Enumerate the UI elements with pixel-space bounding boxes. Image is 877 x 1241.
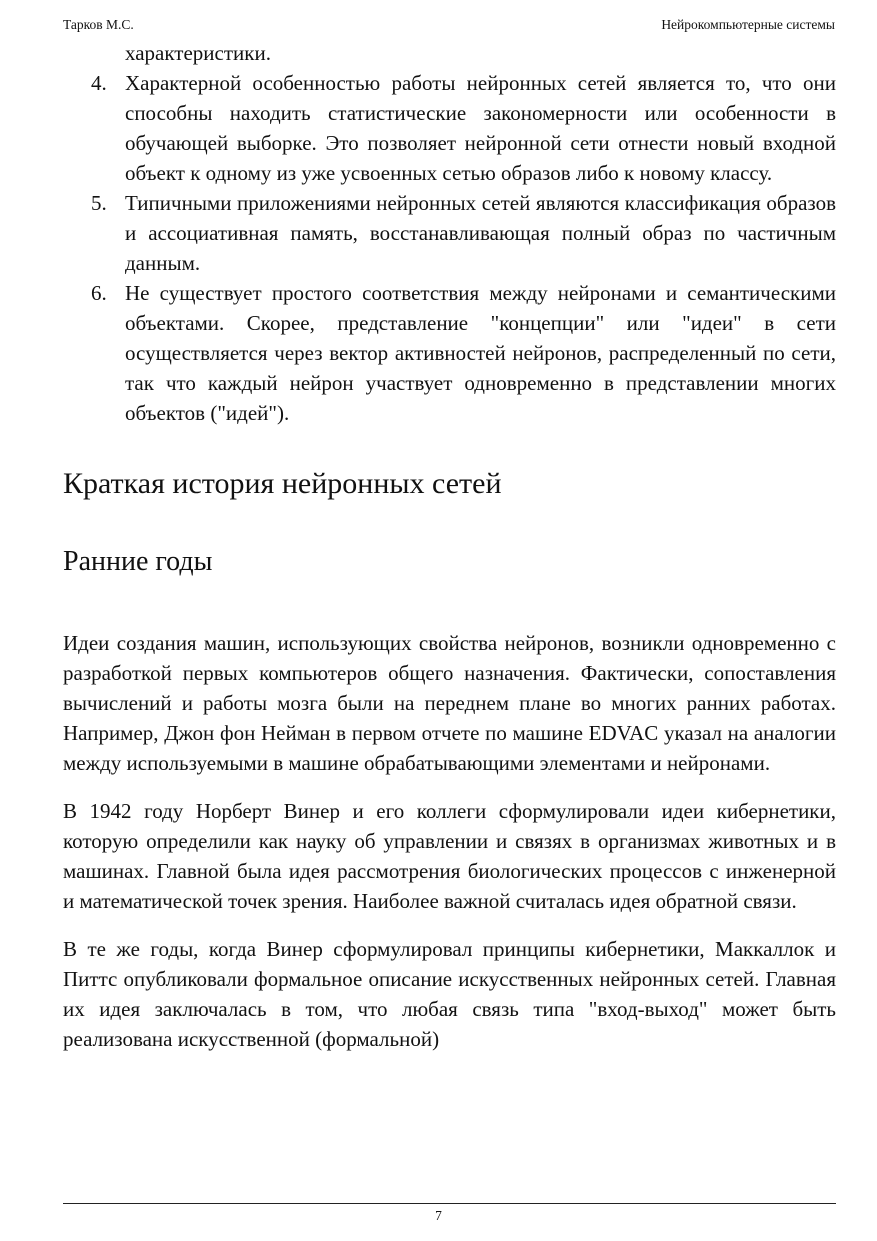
subsection-heading: Ранние годы <box>63 546 213 577</box>
paragraph: Идеи создания машин, использующих свойства нейронов, возникли одновременно с разработкой первых компьютеров общего назначения. Фактически, сопоставления вычислений и работы мозга были на переднем плане во многих ранних работах. Например, Джон фон Нейман в первом отчете по машине EDVAC указал на аналогии между используемыми в машине обрабатывающими элементами и нейронами. <box>63 631 836 775</box>
section-heading: Краткая история нейронных сетей <box>63 467 502 500</box>
list-item-number: 4. <box>91 71 107 95</box>
list-item-text: Не существует простого соответствия между нейронами и семантическими объектами. Скорее, представление "концепции" или "идеи" в сети осуществляется через вектор активностей нейронов, распределенный по сети, так что каждый нейрон участвует одновременно в представлении многих объектов ("идей"). <box>125 281 836 425</box>
list-item <box>63 188 836 278</box>
page-number: 7 <box>435 1208 442 1223</box>
list-item-number: 6. <box>91 281 107 305</box>
header-author: Тарков М.С. <box>63 17 134 32</box>
list-item-number: 5. <box>91 191 107 215</box>
page-header <box>63 16 835 34</box>
list-item <box>63 68 836 188</box>
numbered-list <box>63 68 836 428</box>
header-title: Нейрокомпьютерные системы <box>661 17 835 32</box>
continued-text: характеристики. <box>125 41 271 65</box>
list-item-text: Типичными приложениями нейронных сетей являются классификация образов и ассоциативная память, восстанавливающая полный образ по частичным данным. <box>125 191 836 275</box>
list-item <box>63 278 836 428</box>
paragraph: В те же годы, когда Винер сформулировал принципы кибернетики, Маккаллок и Питтс опубликовали формальное описание искусственных нейронных сетей. Главная их идея заключалась в том, что любая связь типа "вход-выход" может быть реализована искусственной (формальной) <box>63 937 836 1051</box>
paragraph: В 1942 году Норберт Винер и его коллеги сформулировали идеи кибернетики, которую определили как науку об управлении и связях в организмах животных и в машинах. Главной была идея рассмотрения биологических процессов с инженерной и математической точек зрения. Наиболее важной считалась идея обратной связи. <box>63 799 836 913</box>
list-item-text: Характерной особенностью работы нейронных сетей является то, что они способны находить статистические закономерности или особенности в обучающей выборке. Это позволяет нейронной сети отнести новый входной объект к одному из уже усвоенных сетью образов либо к новому классу. <box>125 71 836 185</box>
footer-divider <box>63 1203 836 1204</box>
page-content <box>63 38 836 1054</box>
